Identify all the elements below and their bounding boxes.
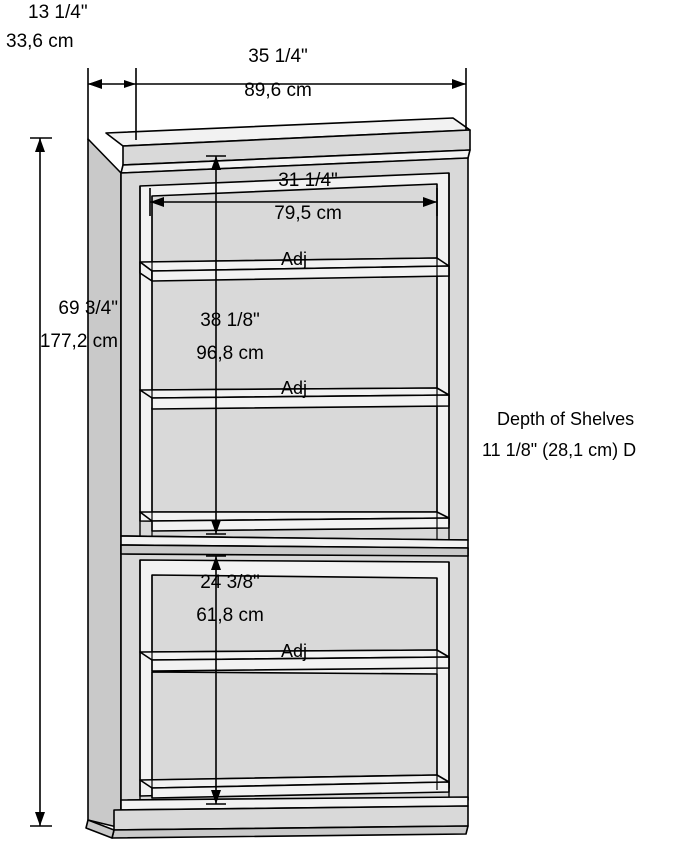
bookcase-body bbox=[86, 118, 470, 838]
depth-top-imperial: 13 1/4" bbox=[28, 2, 88, 23]
lower-height-imperial: 24 3/8" bbox=[200, 572, 260, 593]
shelf-board-3 bbox=[140, 512, 449, 531]
depth-arrow-left bbox=[88, 80, 100, 88]
interior-width-metric: 79,5 cm bbox=[274, 203, 342, 224]
shelf-recess-3 bbox=[152, 406, 437, 512]
adj-label-shelf-3: Adj bbox=[281, 641, 308, 661]
depth-of-shelves-title: Depth of Shelves bbox=[497, 409, 635, 429]
depth-top-metric: 33,6 cm bbox=[6, 31, 74, 52]
width-top-metric: 89,6 cm bbox=[244, 80, 312, 101]
depth-of-shelves-value: 11 1/8" (28,1 cm) D bbox=[482, 440, 637, 460]
interior-width-imperial: 31 1/4" bbox=[278, 170, 338, 191]
width-top-imperial: 35 1/4" bbox=[248, 46, 308, 67]
shelf-recess-5 bbox=[152, 672, 437, 780]
depth-arrow-right bbox=[124, 80, 136, 88]
height-arrow-top bbox=[35, 138, 45, 152]
height-arrow-bottom bbox=[35, 812, 45, 826]
upper-height-metric: 96,8 cm bbox=[196, 343, 264, 364]
height-total-imperial: 69 3/4" bbox=[58, 298, 118, 319]
width-arrow-right bbox=[452, 79, 466, 89]
shelf-recess-2 bbox=[152, 276, 437, 390]
height-total-metric: 177,2 cm bbox=[39, 331, 118, 352]
left-side-panel bbox=[88, 139, 121, 828]
upper-height-imperial: 38 1/8" bbox=[200, 310, 260, 331]
adj-label-shelf-2: Adj bbox=[281, 378, 308, 398]
adj-label-shelf-1: Adj bbox=[281, 249, 308, 269]
lower-height-metric: 61,8 cm bbox=[196, 605, 264, 626]
